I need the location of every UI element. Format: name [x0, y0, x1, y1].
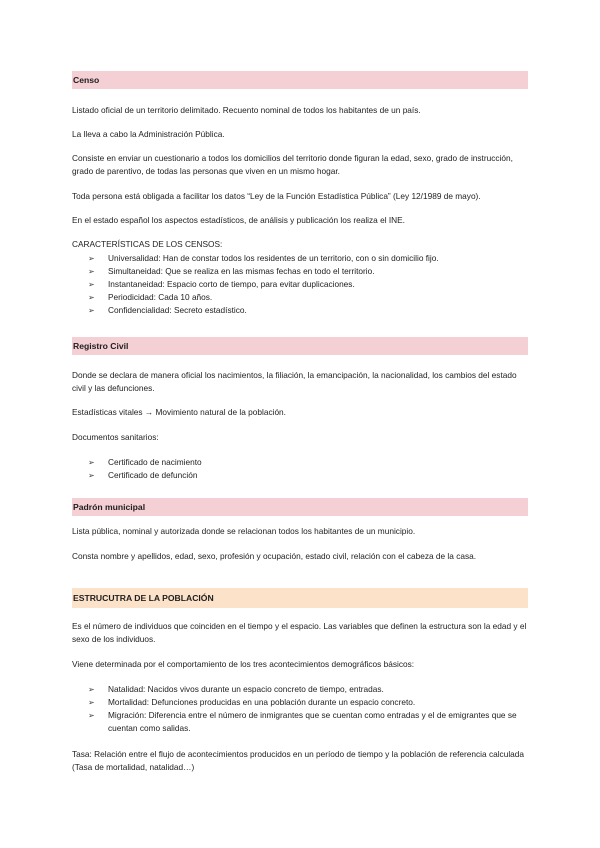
registro-paragraph-3: Documentos sanitarios: — [72, 432, 159, 442]
estructura-paragraph-2: Viene determinada por el comportamiento de los tres acontecimientos demográficos básicos: — [72, 659, 415, 669]
padron-paragraph-1: Lista pública, nominal y autorizada donde se relacionan todos los habitantes de un municipio. — [72, 526, 416, 536]
estructura-bullet-list — [72, 683, 528, 735]
registro-paragraph-2: Estadísticas vitales → Movimiento natural de la población. — [72, 407, 286, 417]
censo-paragraph-4: Toda persona está obligada a facilitar los datos “Ley de la Función Estadística Pública” (Ley 12/1989 de mayo). — [72, 191, 481, 201]
arrow-bullet-icon: ➢ — [88, 267, 95, 276]
list-item: ➢ Certificado de defunción — [88, 470, 198, 480]
list-item: ➢ Certificado de nacimiento — [88, 457, 202, 467]
censo-bullet-list — [72, 252, 528, 317]
list-item: ➢ Mortalidad: Defunciones producidas en una población durante un espacio concreto. — [88, 697, 416, 707]
arrow-bullet-icon: ➢ — [88, 711, 95, 720]
censo-paragraph-1: Listado oficial de un territorio delimitado. Recuento nominal de todos los habitantes de un país. — [72, 105, 421, 115]
list-item: ➢ Migración: Diferencia entre el número de inmigrantes que se cuentan como entradas y el de emigrantes que se cuentan como salidas. — [88, 710, 517, 733]
list-item: ➢ Periodicidad: Cada 10 años. — [88, 292, 213, 302]
censo-paragraph-3: Consiste en enviar un cuestionario a todos los domicilios del territorio donde figuran la edad, sexo, grado de instrucción, grado de parentivo, de todas las personas que viven en un mismo hogar. — [72, 153, 513, 176]
registro-paragraph-1: Donde se declara de manera oficial los nacimientos, la filiación, la emancipación, la nacionalidad, los cambios del estado civil y las defunciones. — [72, 370, 517, 393]
list-item: ➢ Simultaneidad: Que se realiza en las mismas fechas en todo el territorio. — [88, 266, 375, 276]
arrow-bullet-icon: ➢ — [88, 471, 95, 480]
section-heading-registro-civil: Registro Civil — [72, 337, 528, 355]
list-item: ➢ Confidencialidad: Secreto estadístico. — [88, 305, 247, 315]
arrow-bullet-icon: ➢ — [88, 458, 95, 467]
arrow-bullet-icon: ➢ — [88, 293, 95, 302]
registro-bullet-list — [72, 456, 528, 482]
censo-caracteristicas-title: CARACTERÍSTICAS DE LOS CENSOS: — [72, 239, 223, 249]
arrow-bullet-icon: ➢ — [88, 698, 95, 707]
list-item: ➢ Instantaneidad: Espacio corto de tiempo, para evitar duplicaciones. — [88, 279, 355, 289]
list-item: ➢ Universalidad: Han de constar todos los residentes de un territorio, con o sin domicilio fijo. — [88, 253, 439, 263]
section-heading-padron-municipal: Padrón municipal — [72, 498, 528, 516]
section-heading-censo: Censo — [72, 71, 528, 89]
list-item: ➢ Natalidad: Nacidos vivos durante un espacio concreto de tiempo, entradas. — [88, 684, 384, 694]
censo-paragraph-5: En el estado español los aspectos estadísticos, de análisis y publicación los realiza el INE. — [72, 215, 405, 225]
censo-paragraph-2: La lleva a cabo la Administración Pública. — [72, 129, 225, 139]
estructura-paragraph-1: Es el número de individuos que coinciden en el tiempo y el espacio. Las variables que definen la estructura son la edad y el sexo de los individuos. — [72, 621, 527, 644]
arrow-bullet-icon: ➢ — [88, 254, 95, 263]
arrow-bullet-icon: ➢ — [88, 685, 95, 694]
padron-paragraph-2: Consta nombre y apellidos, edad, sexo, profesión y ocupación, estado civil, relación con el cabeza de la casa. — [72, 551, 477, 561]
arrow-bullet-icon: ➢ — [88, 280, 95, 289]
estructura-paragraph-tasa: Tasa: Relación entre el flujo de acontecimientos producidos en un período de tiempo y la población de referencia calculada (Tasa de mortalidad, natalidad…) — [72, 749, 525, 772]
section-heading-estructura-poblacion: ESTRUCUTRA DE LA POBLACIÓN — [72, 588, 528, 608]
arrow-bullet-icon: ➢ — [88, 306, 95, 315]
